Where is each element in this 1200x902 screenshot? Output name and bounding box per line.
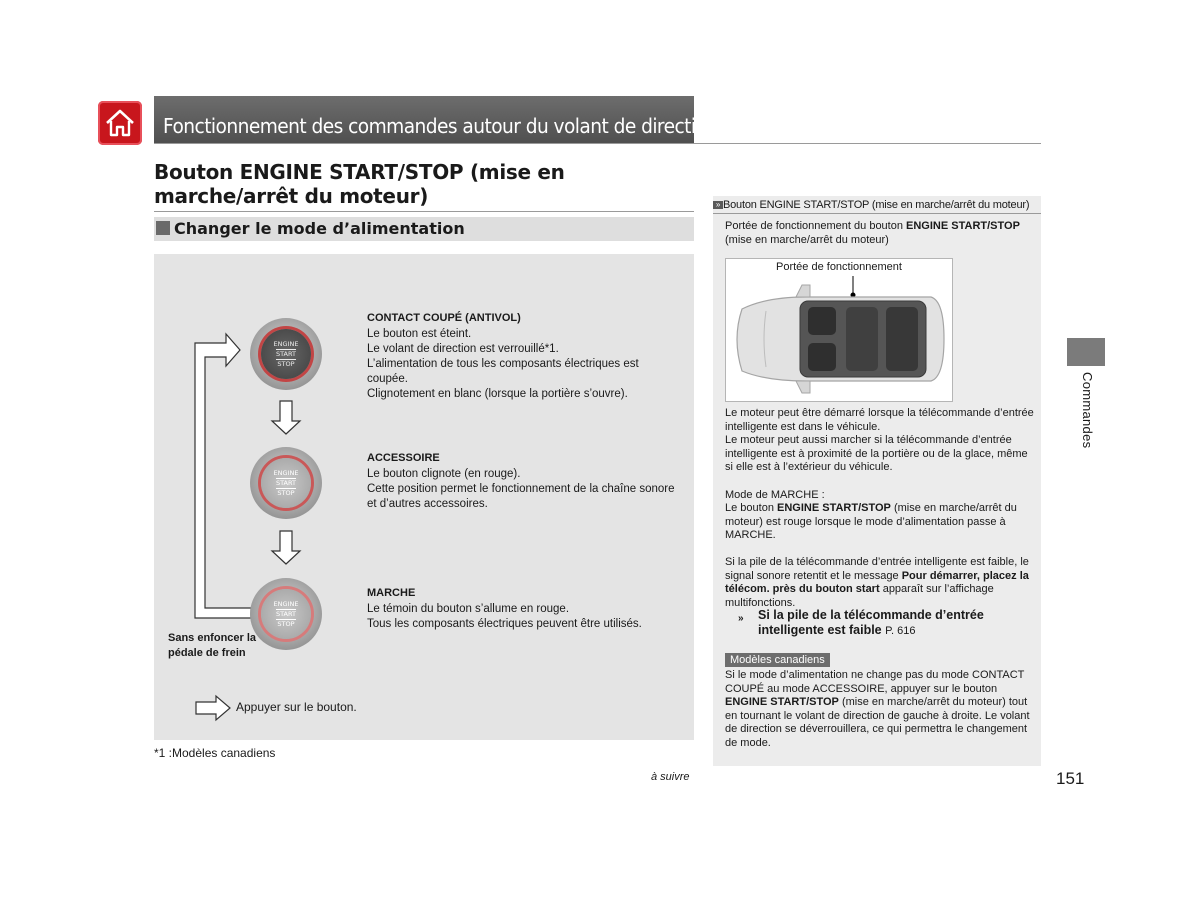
header-divider xyxy=(154,143,1041,144)
reference-marker-icon: » xyxy=(713,201,723,209)
subheading: Changer le mode d’alimentation xyxy=(174,219,465,238)
text-run: Si le mode d’alimentation ne change pas du mode CONTACT COUPÉ au mode ACCESSOIRE, appuyer sur le bouton xyxy=(725,669,1025,695)
text-run: Le bouton xyxy=(725,502,777,514)
legend-text: Appuyer sur le bouton. xyxy=(236,700,357,714)
sidebar-paragraph-1: Le moteur peut être démarré lorsque la télécommande d’entrée intelligente est dans le véhicule. xyxy=(725,407,1034,433)
reference-page: P. 616 xyxy=(885,625,916,637)
text-run: apparaît sur l’affichage multifonctions. xyxy=(725,583,994,609)
engine-button-on xyxy=(250,578,322,650)
page-number: 151 xyxy=(1056,769,1085,788)
mode-line: Le bouton clignote (en rouge). xyxy=(367,468,521,480)
button-face-engine: ENGINE xyxy=(273,468,299,477)
button-face-start: START xyxy=(275,478,297,487)
mode-accessory-description xyxy=(367,467,677,512)
mode-line: Cette position permet le fonctionnement de la chaîne sonore et d’autres accessoires. xyxy=(367,483,675,510)
chapter-tab-label: Commandes xyxy=(1080,372,1095,449)
mode-line: Tous les composants électriques peuvent être utilisés. xyxy=(367,618,642,630)
mode-line: Le bouton est éteint. xyxy=(367,328,472,340)
home-button[interactable] xyxy=(98,101,142,145)
chapter-title: Fonctionnement des commandes autour du volant de direction xyxy=(163,114,718,138)
mode-line: Le témoin du bouton s’allume en rouge. xyxy=(367,603,570,615)
text-run: Si la pile de la télécommande d’entrée intelligente est faible, le signal sonore retentit et le message xyxy=(725,556,1029,582)
brake-note: Sans enfoncer la pédale de frein xyxy=(168,632,257,659)
sidebar-paragraph-4 xyxy=(725,556,1035,610)
mode-on-title: MARCHE xyxy=(367,587,416,599)
reference-link-text: Si la pile de la télécommande d’entrée intelligente est faible xyxy=(758,608,984,637)
heading-divider xyxy=(154,211,694,212)
button-face-start: START xyxy=(275,349,297,358)
canadian-models-badge: Modèles canadiens xyxy=(725,653,830,667)
mode-off-title: CONTACT COUPÉ (ANTIVOL) xyxy=(367,312,521,324)
text-run-bold: ENGINE START/STOP xyxy=(906,220,1020,232)
text-run: Portée de fonctionnement du bouton xyxy=(725,220,907,232)
mode-line: Le volant de direction est verrouillé*1. xyxy=(367,343,559,355)
sidebar-paragraph-2: Le moteur peut aussi marcher si la télécommande d’entrée intelligente est à proximité de la portière ou de la glace, même si elle est à l’extérieur du véhicule. xyxy=(725,434,1028,473)
subheading-marker xyxy=(156,221,170,235)
down-arrow-icon xyxy=(272,531,300,564)
reference-arrow-icon: » xyxy=(738,613,744,624)
sidebar-divider xyxy=(713,213,1041,214)
operating-range-figure xyxy=(725,258,953,402)
button-face-stop: STOP xyxy=(277,619,295,628)
car-top-view-icon xyxy=(726,259,952,401)
button-face-stop: STOP xyxy=(277,488,295,497)
text-run-bold: Pour démarrer, placez la télécom. près du bouton start xyxy=(725,569,1029,595)
engine-button-off xyxy=(250,318,322,390)
button-face-start: START xyxy=(275,609,297,618)
engine-button-accessory xyxy=(250,447,322,519)
mode-line: Clignotement en blanc (lorsque la portière s’ouvre). xyxy=(367,388,628,400)
text-run: (mise en marche/arrêt du moteur) est rouge lorsque le mode d’alimentation passe à MARCHE. xyxy=(725,502,1017,541)
text-run-bold: ENGINE START/STOP xyxy=(725,696,839,708)
down-arrow-icon xyxy=(272,401,300,434)
section-heading: Bouton ENGINE START/STOP (mise en marche/arrêt du moteur) xyxy=(154,160,565,208)
mode-line: L’alimentation de tous les composants électriques est coupée. xyxy=(367,358,639,385)
figure-label: Portée de fonctionnement xyxy=(776,261,902,273)
text-run: (mise en marche/arrêt du moteur) tout en tournant le volant de direction de gauche à droite. Le volant de direction se déverrouillera, ce qui permettra le changement de mode. xyxy=(725,696,1030,749)
run-mode-label: Mode de MARCHE : xyxy=(725,489,825,501)
mode-accessory-title: ACCESSOIRE xyxy=(367,452,440,464)
low-battery-reference-link[interactable] xyxy=(740,608,1030,639)
button-face-stop: STOP xyxy=(277,359,295,368)
range-intro xyxy=(725,220,1035,247)
mode-off-description xyxy=(367,327,677,402)
home-icon xyxy=(104,108,136,138)
footnote: *1 :Modèles canadiens xyxy=(154,746,276,760)
sidebar-paragraph-3 xyxy=(725,502,1035,543)
mode-on xyxy=(367,587,677,632)
mode-off xyxy=(367,312,677,402)
sidebar-title xyxy=(713,199,1029,211)
press-arrow-icon xyxy=(196,696,230,720)
mode-on-description xyxy=(367,602,677,632)
button-face-engine: ENGINE xyxy=(273,339,299,348)
text-run-bold: ENGINE START/STOP xyxy=(777,502,891,514)
mode-accessory xyxy=(367,452,677,512)
button-face-engine: ENGINE xyxy=(273,599,299,608)
sidebar-paragraph-5 xyxy=(725,669,1035,750)
sidebar-title-text: Bouton ENGINE START/STOP (mise en marche/arrêt du moteur) xyxy=(723,199,1030,211)
continued-note: à suivre xyxy=(651,771,690,783)
loop-arrow-icon xyxy=(195,334,251,618)
chapter-tab[interactable] xyxy=(1067,338,1105,366)
text-run: (mise en marche/arrêt du moteur) xyxy=(725,233,889,246)
